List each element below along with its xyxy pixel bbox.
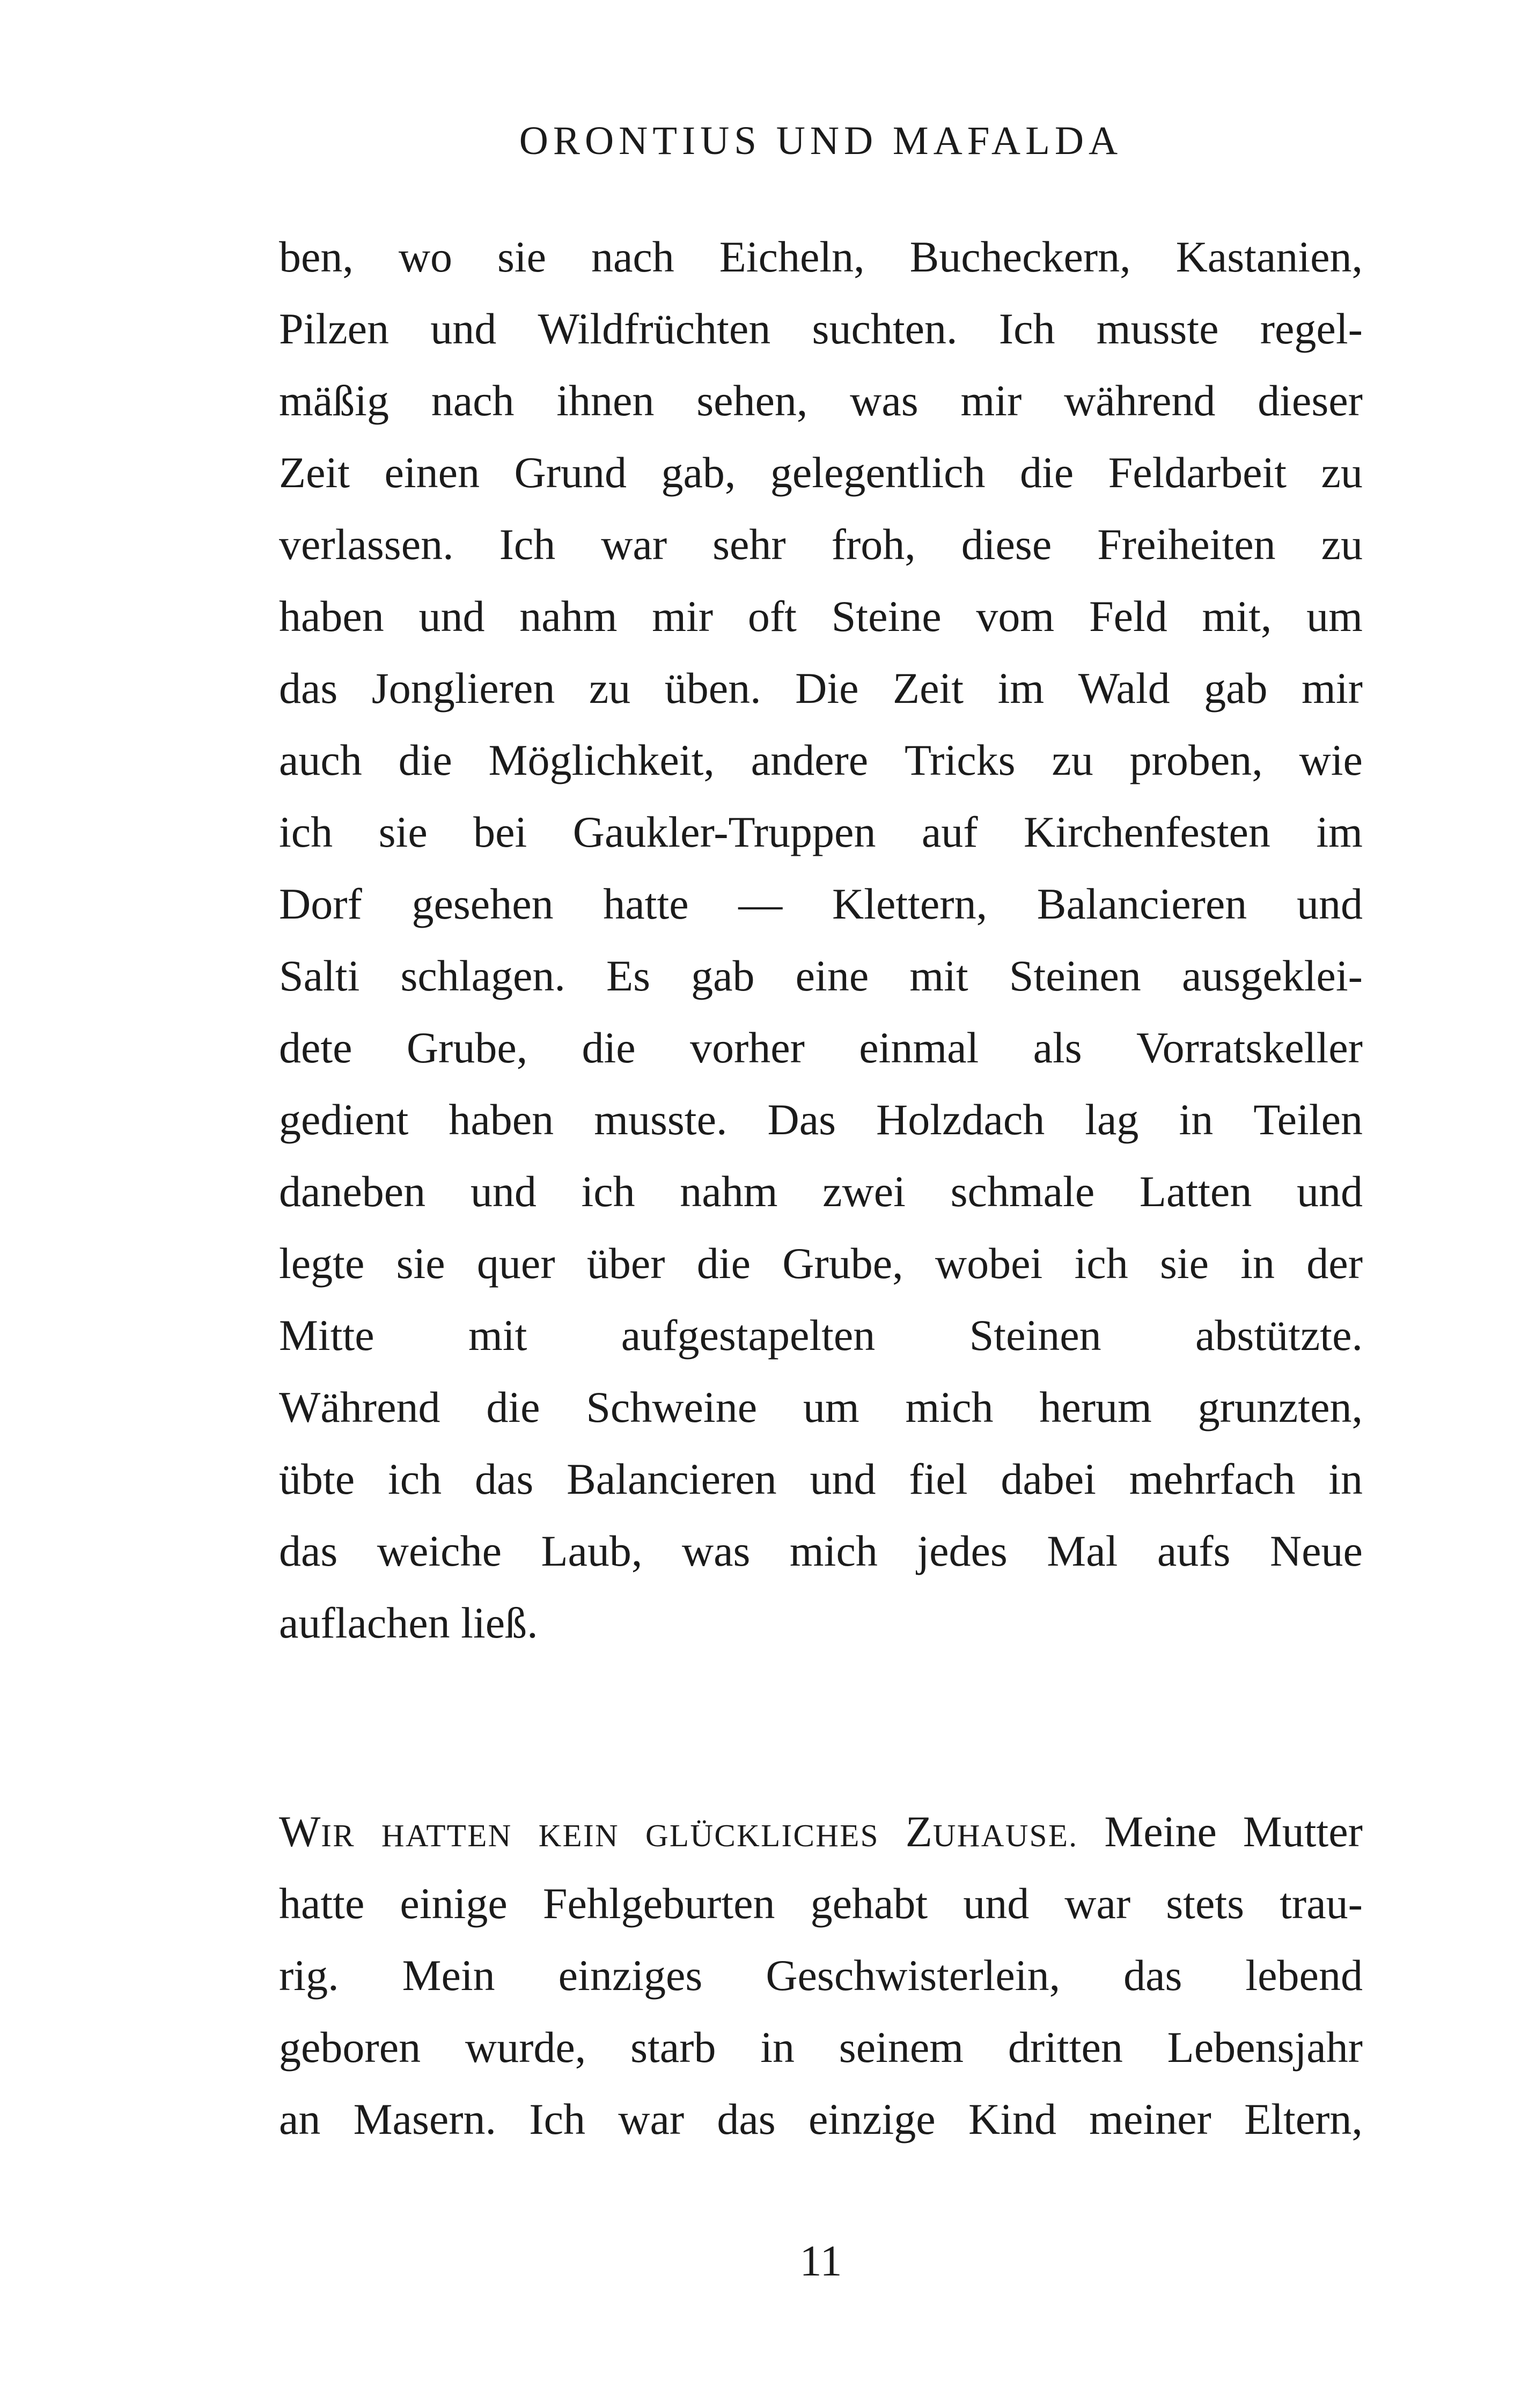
text-line: auch die Möglichkeit, andere Tricks zu proben, wie: [279, 736, 1363, 784]
text-line: dete Grube, die vorher einmal als Vorratskeller: [279, 1023, 1363, 1072]
text-line: das Jonglieren zu üben. Die Zeit im Wald gab mir: [279, 664, 1363, 713]
text-line: das weiche Laub, was mich jedes Mal aufs Neue: [279, 1526, 1363, 1575]
text-line: Salti schlagen. Es gab eine mit Steinen ausgeklei-: [279, 951, 1363, 1000]
text-line: gedient haben musste. Das Holzdach lag in Teilen: [279, 1095, 1363, 1144]
text-line: Zeit einen Grund gab, gelegentlich die Feldarbeit zu: [279, 448, 1363, 497]
text-line: haben und nahm mir oft Steine vom Feld mit, um: [279, 592, 1363, 641]
text-line: legte sie quer über die Grube, wobei ich sie in der: [279, 1239, 1363, 1288]
text-line: daneben und ich nahm zwei schmale Latten und: [279, 1167, 1363, 1216]
text-line: auflachen ließ.: [279, 1598, 538, 1647]
page-number: 11: [799, 2236, 842, 2285]
text-line: Mitte mit aufgestapelten Steinen abstützte.: [279, 1311, 1363, 1360]
text-line: Pilzen und Wildfrüchten suchten. Ich musste regel-: [279, 304, 1363, 353]
text-line: WIR HATTEN KEIN GLÜCKLICHES ZUHAUSE. Meine Mutter: [279, 1807, 1363, 1856]
text-line: verlassen. Ich war sehr froh, diese Freiheiten zu: [279, 520, 1363, 569]
text-line: ben, wo sie nach Eicheln, Bucheckern, Kastanien,: [279, 232, 1363, 281]
text-line: geboren wurde, starb in seinem dritten Lebensjahr: [279, 2023, 1363, 2072]
text-line: Während die Schweine um mich herum grunzten,: [279, 1383, 1363, 1431]
text-line: rig. Mein einziges Geschwisterlein, das lebend: [279, 1951, 1363, 2000]
text-line: Dorf gesehen hatte — Klettern, Balancieren und: [279, 879, 1363, 928]
body-text: [279, 221, 1363, 2155]
running-head-chapter-title: ORONTIUS UND MAFALDA: [519, 119, 1123, 163]
text-line: an Masern. Ich war das einzige Kind meiner Eltern,: [279, 2095, 1363, 2143]
text-line: ich sie bei Gaukler-Truppen auf Kirchenfesten im: [279, 807, 1363, 856]
paragraph: [279, 1796, 1363, 2155]
text-line: übte ich das Balancieren und fiel dabei mehrfach in: [279, 1455, 1363, 1503]
paragraph: [279, 221, 1363, 1659]
text-line: hatte einige Fehlgeburten gehabt und war stets trau-: [279, 1879, 1363, 1928]
text-line: mäßig nach ihnen sehen, was mir während dieser: [279, 376, 1363, 425]
